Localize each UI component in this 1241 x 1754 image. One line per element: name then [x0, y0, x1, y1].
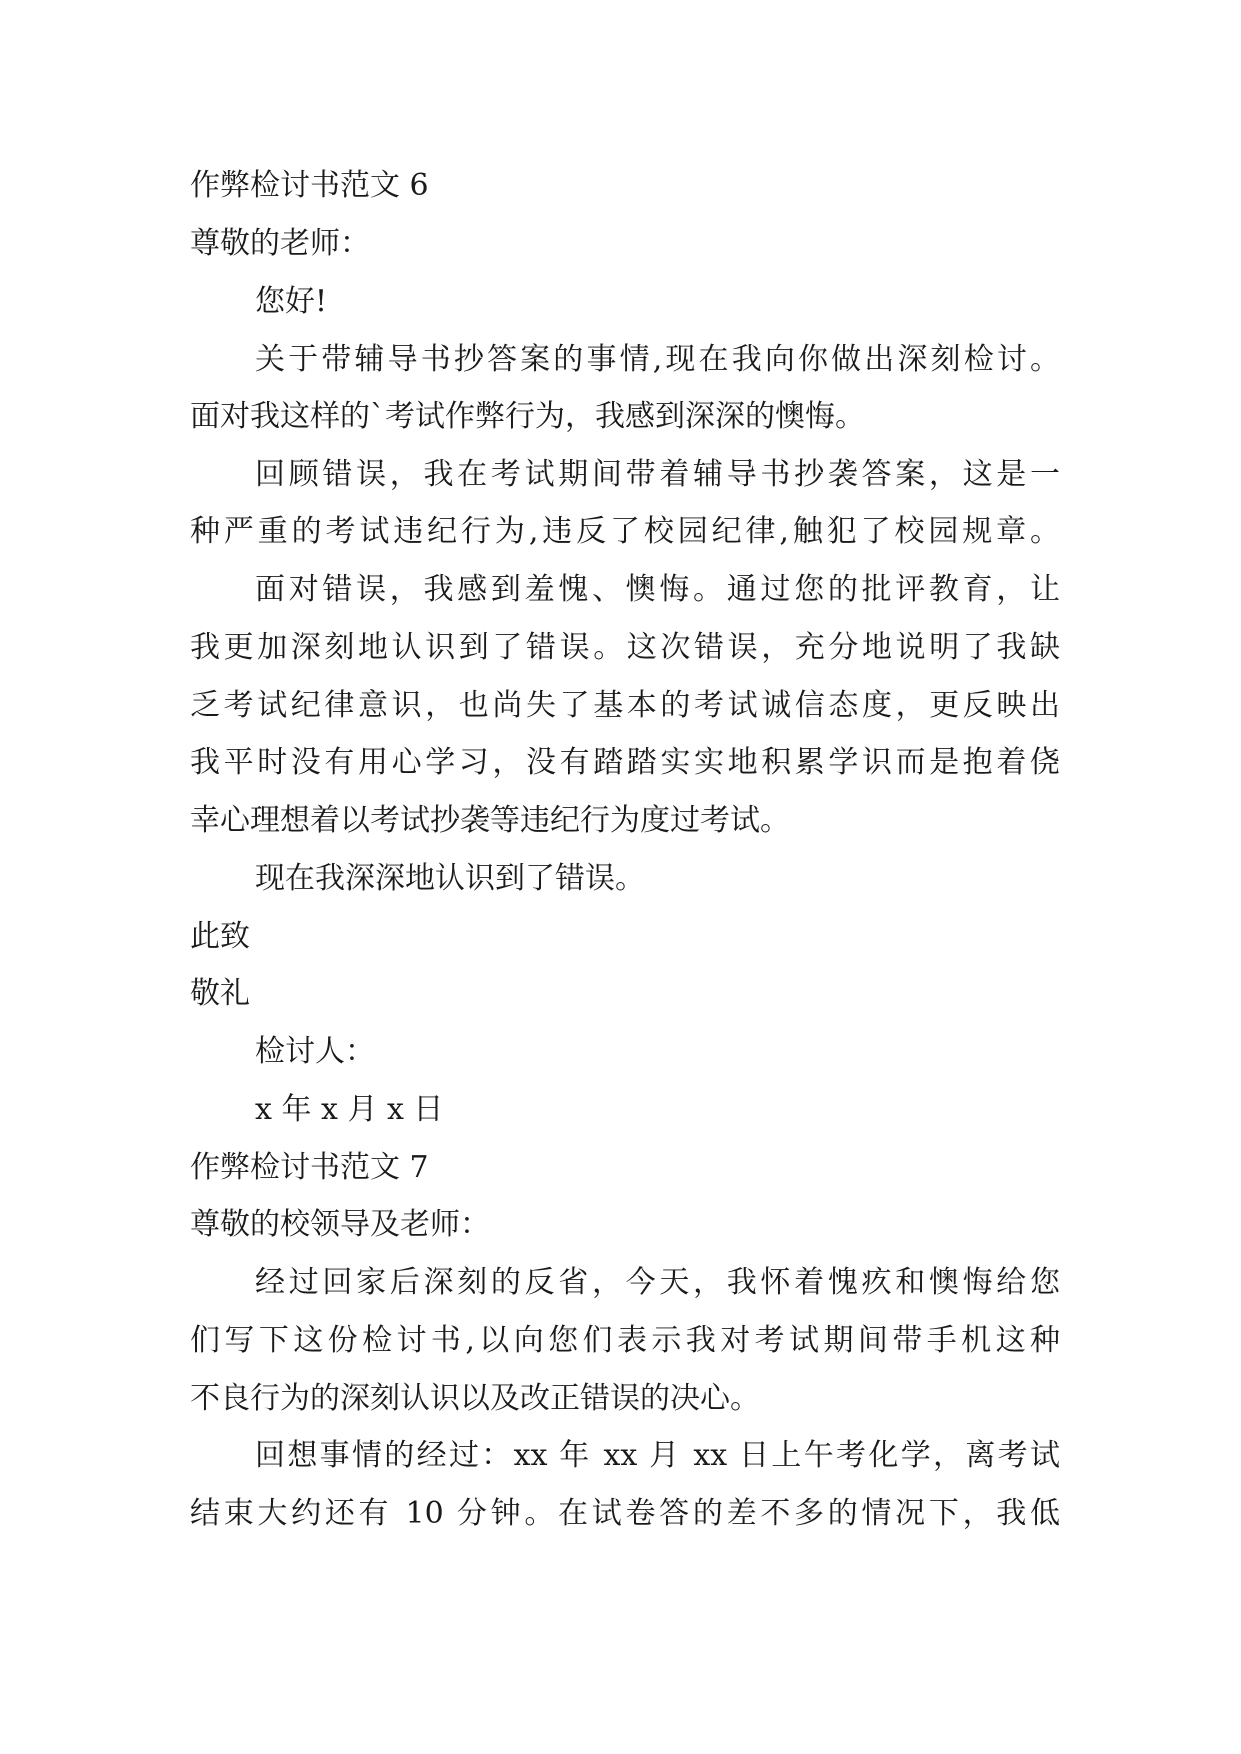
doc-line: 回顾错误，我在考试期间带着辅导书抄袭答案，这是一	[255, 457, 1060, 492]
doc-line: 们写下这份检讨书,以向您们表示我对考试期间带手机这种	[190, 1323, 1060, 1358]
doc-line: 面对我这样的`考试作弊行为，我感到深深的懊悔。	[190, 399, 865, 434]
doc-line: 现在我深深地认识到了错误。	[255, 861, 645, 896]
doc-line: 经过回家后深刻的反省，今天，我怀着愧疚和懊悔给您	[255, 1265, 1060, 1300]
doc-line: 乏考试纪律意识，也尚失了基本的考试诚信态度，更反映出	[190, 688, 1060, 723]
doc-line: 面对错误，我感到羞愧、懊悔。通过您的批评教育，让	[255, 572, 1060, 607]
doc-line: 尊敬的老师：	[190, 226, 370, 261]
doc-line: 敬礼	[190, 976, 250, 1011]
doc-line: 此致	[190, 919, 250, 954]
doc-line: 关于带辅导书抄答案的事情,现在我向你做出深刻检讨。	[255, 342, 1060, 377]
doc-line: 种严重的考试违纪行为,违反了校园纪律,触犯了校园规章。	[190, 514, 1060, 549]
doc-line: 幸心理想着以考试抄袭等违纪行为度过考试。	[190, 803, 790, 838]
doc-line: 我更加深刻地认识到了错误。这次错误，充分地说明了我缺	[190, 630, 1060, 665]
doc-line: 尊敬的校领导及老师：	[190, 1207, 490, 1242]
doc-line: 我平时没有用心学习，没有踏踏实实地积累学识而是抱着侥	[190, 745, 1060, 780]
doc-line: 作弊检讨书范文 7	[190, 1150, 429, 1185]
doc-line: 回想事情的经过：xx 年 xx 月 xx 日上午考化学，离考试	[255, 1438, 1060, 1473]
doc-line: 结束大约还有 10 分钟。在试卷答的差不多的情况下，我低	[190, 1496, 1060, 1531]
doc-line: 作弊检讨书范文 6	[190, 168, 429, 203]
doc-line: 您好!	[255, 284, 328, 319]
doc-line: 不良行为的深刻认识以及改正错误的决心。	[190, 1381, 760, 1416]
doc-line: x 年 x 月 x 日	[255, 1092, 444, 1127]
doc-line: 检讨人：	[255, 1034, 375, 1069]
